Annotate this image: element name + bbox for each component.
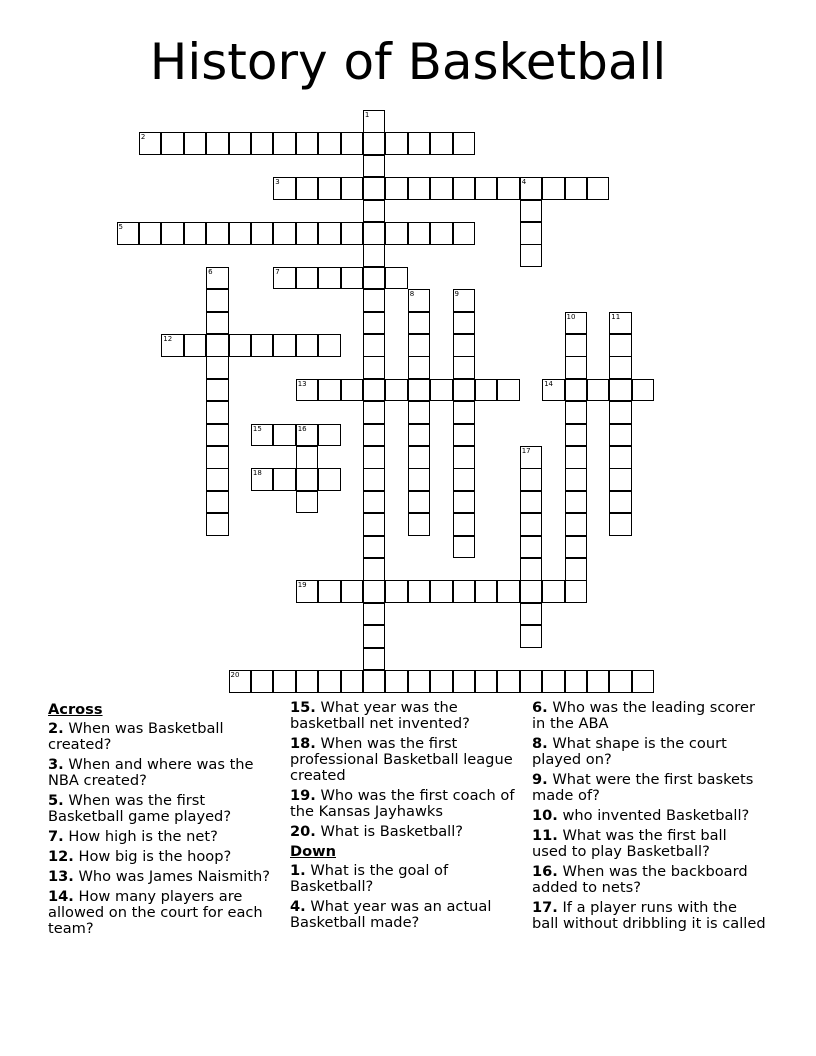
grid-cell[interactable] <box>296 334 319 357</box>
grid-cell[interactable] <box>363 379 386 402</box>
grid-cell[interactable] <box>251 222 274 245</box>
cell-number: 1 <box>364 111 370 119</box>
grid-cell[interactable] <box>475 177 498 200</box>
grid-cell[interactable] <box>542 670 565 693</box>
grid-cell[interactable] <box>609 468 632 491</box>
grid-cell[interactable] <box>363 536 386 559</box>
grid-cell[interactable] <box>453 289 476 312</box>
grid-cell[interactable] <box>341 670 364 693</box>
grid-cell[interactable] <box>251 670 274 693</box>
grid-cell[interactable] <box>408 222 431 245</box>
grid-cell[interactable] <box>609 491 632 514</box>
grid-cell[interactable] <box>520 558 543 581</box>
grid-cell[interactable] <box>229 222 252 245</box>
grid-cell[interactable] <box>453 468 476 491</box>
grid-cell[interactable] <box>609 312 632 335</box>
clue-across-7: 7. How high is the net? <box>48 828 218 845</box>
cell-number: 12 <box>163 335 173 343</box>
grid-cell[interactable] <box>273 334 296 357</box>
grid-cell[interactable] <box>385 267 408 290</box>
clue-down-8: 8. What shape is the court played on? <box>532 735 727 768</box>
across-heading: Across <box>48 701 103 718</box>
grid-cell[interactable] <box>453 379 476 402</box>
grid-cell[interactable] <box>184 334 207 357</box>
grid-cell[interactable] <box>161 334 184 357</box>
grid-cell[interactable] <box>139 222 162 245</box>
grid-cell[interactable] <box>273 670 296 693</box>
grid-cell[interactable] <box>565 177 588 200</box>
grid-cell[interactable] <box>363 468 386 491</box>
grid-cell[interactable] <box>139 132 162 155</box>
grid-cell[interactable] <box>206 401 229 424</box>
grid-cell[interactable] <box>117 222 140 245</box>
grid-cell[interactable] <box>497 379 520 402</box>
clue-across-2: 2. When was Basketball created? <box>48 720 224 753</box>
grid-cell[interactable] <box>363 356 386 379</box>
grid-cell[interactable] <box>565 424 588 447</box>
grid-cell[interactable] <box>363 670 386 693</box>
grid-cell[interactable] <box>609 356 632 379</box>
grid-cell[interactable] <box>565 401 588 424</box>
grid-cell[interactable] <box>453 312 476 335</box>
clue-across-3: 3. When and where was the NBA created? <box>48 756 254 789</box>
grid-cell[interactable] <box>296 491 319 514</box>
cell-number: 14 <box>544 379 554 388</box>
grid-cell[interactable] <box>341 267 364 290</box>
grid-cell[interactable] <box>206 356 229 379</box>
cell-number: 16 <box>297 424 307 433</box>
grid-cell[interactable] <box>565 356 588 379</box>
grid-cell[interactable] <box>363 580 386 603</box>
cell-number: 3 <box>275 178 280 187</box>
clues-column-2 <box>290 700 524 935</box>
grid-cell[interactable] <box>206 132 229 155</box>
grid-cell[interactable] <box>273 177 296 200</box>
clue-down-4: 4. What year was an actual Basketball made? <box>290 898 492 931</box>
grid-cell[interactable] <box>385 222 408 245</box>
grid-cell[interactable] <box>408 312 431 335</box>
grid-cell[interactable] <box>542 177 565 200</box>
grid-cell[interactable] <box>453 132 476 155</box>
grid-cell[interactable] <box>296 177 319 200</box>
grid-cell[interactable] <box>318 267 341 290</box>
cell-number: 20 <box>230 671 240 679</box>
grid-cell[interactable] <box>565 312 588 335</box>
grid-cell[interactable] <box>206 312 229 335</box>
grid-cell[interactable] <box>497 177 520 200</box>
grid-cell[interactable] <box>587 379 610 402</box>
grid-cell[interactable] <box>363 222 386 245</box>
clue-across-12: 12. How big is the hoop? <box>48 848 232 865</box>
grid-cell[interactable] <box>565 491 588 514</box>
grid-cell[interactable] <box>565 580 588 603</box>
grid-cell[interactable] <box>341 580 364 603</box>
grid-cell[interactable] <box>341 132 364 155</box>
grid-cell[interactable] <box>318 580 341 603</box>
cell-number: 7 <box>275 267 280 276</box>
grid-cell[interactable] <box>453 424 476 447</box>
grid-cell[interactable] <box>520 200 543 223</box>
cell-number: 17 <box>521 447 531 455</box>
clue-across-18: 18. When was the first professional Basketball league created <box>290 735 513 784</box>
grid-cell[interactable] <box>296 267 319 290</box>
grid-cell[interactable] <box>408 513 431 536</box>
grid-cell[interactable] <box>206 222 229 245</box>
grid-cell[interactable] <box>273 468 296 491</box>
grid-cell[interactable] <box>609 670 632 693</box>
grid-cell[interactable] <box>229 670 252 693</box>
puzzle-title: History of Basketball <box>149 33 667 91</box>
grid-cell[interactable] <box>520 670 543 693</box>
grid-cell[interactable] <box>206 334 229 357</box>
grid-cell[interactable] <box>453 580 476 603</box>
grid-cell[interactable] <box>318 132 341 155</box>
grid-cell[interactable] <box>161 132 184 155</box>
clue-across-20: 20. What is Basketball? <box>290 823 464 840</box>
grid-cell[interactable] <box>296 379 319 402</box>
grid-cell[interactable] <box>251 132 274 155</box>
grid-cell[interactable] <box>251 468 274 491</box>
clue-down-6: 6. Who was the leading scorer in the ABA <box>532 699 755 732</box>
grid-cell[interactable] <box>408 334 431 357</box>
clue-across-19: 19. Who was the first coach of the Kansas Jayhawks <box>290 787 515 820</box>
grid-cell[interactable] <box>206 424 229 447</box>
cell-number: 6 <box>208 267 213 276</box>
grid-cell[interactable] <box>184 222 207 245</box>
grid-cell[interactable] <box>341 379 364 402</box>
grid-cell[interactable] <box>363 289 386 312</box>
grid-cell[interactable] <box>385 580 408 603</box>
grid-cell[interactable] <box>453 513 476 536</box>
grid-cell[interactable] <box>497 670 520 693</box>
grid-cell[interactable] <box>408 356 431 379</box>
grid-cell[interactable] <box>520 468 543 491</box>
grid-cell[interactable] <box>229 132 252 155</box>
grid-cell[interactable] <box>453 334 476 357</box>
grid-cell[interactable] <box>363 244 386 267</box>
grid-cell[interactable] <box>363 110 386 133</box>
grid-cell[interactable] <box>385 132 408 155</box>
grid-cell[interactable] <box>587 177 610 200</box>
grid-cell[interactable] <box>206 513 229 536</box>
cell-number: 2 <box>140 133 146 142</box>
cell-number: 5 <box>118 223 123 231</box>
grid-cell[interactable] <box>408 491 431 514</box>
grid-cell[interactable] <box>453 356 476 379</box>
clue-across-14: 14. How many players are allowed on the court for each team? <box>48 888 263 937</box>
grid-cell[interactable] <box>430 670 453 693</box>
grid-cell[interactable] <box>408 670 431 693</box>
grid-cell[interactable] <box>363 312 386 335</box>
grid-cell[interactable] <box>520 222 543 245</box>
grid-cell[interactable] <box>408 424 431 447</box>
grid-cell[interactable] <box>609 446 632 469</box>
cell-number: 19 <box>297 581 307 590</box>
clue-down-11: 11. What was the first ball used to play Basketball? <box>532 827 727 860</box>
grid-cell[interactable] <box>453 222 476 245</box>
grid-cell[interactable] <box>363 155 386 178</box>
grid-cell[interactable] <box>363 625 386 648</box>
grid-cell[interactable] <box>363 648 386 671</box>
clue-down-16: 16. When was the backboard added to nets? <box>532 863 748 896</box>
grid-cell[interactable] <box>363 603 386 626</box>
grid-cell[interactable] <box>273 267 296 290</box>
grid-cell[interactable] <box>363 491 386 514</box>
grid-cell[interactable] <box>296 222 319 245</box>
grid-cell[interactable] <box>318 379 341 402</box>
grid-cell[interactable] <box>609 513 632 536</box>
grid-cell[interactable] <box>520 580 543 603</box>
clue-down-17: 17. If a player runs with the ball without dribbling it is called <box>532 899 766 932</box>
grid-cell[interactable] <box>296 132 319 155</box>
grid-cell[interactable] <box>609 334 632 357</box>
grid-cell[interactable] <box>408 289 431 312</box>
grid-cell[interactable] <box>408 132 431 155</box>
grid-cell[interactable] <box>408 177 431 200</box>
grid-cell[interactable] <box>520 536 543 559</box>
grid-cell[interactable] <box>565 513 588 536</box>
grid-cell[interactable] <box>587 670 610 693</box>
grid-cell[interactable] <box>363 513 386 536</box>
grid-cell[interactable] <box>609 401 632 424</box>
grid-cell[interactable] <box>565 379 588 402</box>
grid-cell[interactable] <box>430 379 453 402</box>
cell-number: 10 <box>566 312 576 321</box>
grid-cell[interactable] <box>206 468 229 491</box>
grid-cell[interactable] <box>363 401 386 424</box>
clue-down-10: 10. who invented Basketball? <box>532 807 750 824</box>
grid-cell[interactable] <box>520 603 543 626</box>
grid-cell[interactable] <box>341 177 364 200</box>
grid-cell[interactable] <box>363 424 386 447</box>
clues-column-1 <box>48 700 282 941</box>
grid-cell[interactable] <box>565 536 588 559</box>
grid-cell[interactable] <box>363 558 386 581</box>
grid-cell[interactable] <box>363 132 386 155</box>
grid-cell[interactable] <box>363 334 386 357</box>
grid-cell[interactable] <box>520 513 543 536</box>
cell-number: 9 <box>454 290 459 299</box>
grid-cell[interactable] <box>363 446 386 469</box>
grid-cell[interactable] <box>296 580 319 603</box>
grid-cell[interactable] <box>206 379 229 402</box>
clue-down-1: 1. What is the goal of Basketball? <box>290 862 449 895</box>
grid-cell[interactable] <box>206 289 229 312</box>
cell-number: 15 <box>252 424 262 433</box>
grid-cell[interactable] <box>206 491 229 514</box>
grid-cell[interactable] <box>408 468 431 491</box>
cell-number: 11 <box>611 312 621 321</box>
grid-cell[interactable] <box>632 670 655 693</box>
grid-cell[interactable] <box>296 446 319 469</box>
grid-cell[interactable] <box>565 558 588 581</box>
grid-cell[interactable] <box>385 379 408 402</box>
clue-across-5: 5. When was the first Basketball game played? <box>48 792 232 825</box>
grid-cell[interactable] <box>453 670 476 693</box>
grid-cell[interactable] <box>408 446 431 469</box>
grid-cell[interactable] <box>565 468 588 491</box>
grid-cell[interactable] <box>363 267 386 290</box>
grid-cell[interactable] <box>520 244 543 267</box>
cell-number: 8 <box>409 290 415 299</box>
clue-down-9: 9. What were the first baskets made of? <box>532 771 754 804</box>
grid-cell[interactable] <box>453 536 476 559</box>
grid-cell[interactable] <box>520 491 543 514</box>
down-heading: Down <box>290 843 337 860</box>
grid-cell[interactable] <box>273 222 296 245</box>
grid-cell[interactable] <box>542 379 565 402</box>
grid-cell[interactable] <box>341 222 364 245</box>
grid-cell[interactable] <box>206 446 229 469</box>
grid-cell[interactable] <box>273 424 296 447</box>
grid-cell[interactable] <box>632 379 655 402</box>
grid-cell[interactable] <box>318 177 341 200</box>
grid-cell[interactable] <box>520 177 543 200</box>
grid-cell[interactable] <box>497 580 520 603</box>
grid-cell[interactable] <box>273 132 296 155</box>
grid-cell[interactable] <box>251 334 274 357</box>
grid-cell[interactable] <box>453 446 476 469</box>
grid-cell[interactable] <box>363 200 386 223</box>
grid-cell[interactable] <box>520 446 543 469</box>
grid-cell[interactable] <box>565 670 588 693</box>
grid-cell[interactable] <box>520 625 543 648</box>
grid-cell[interactable] <box>296 468 319 491</box>
grid-cell[interactable] <box>318 222 341 245</box>
clue-across-15: 15. What year was the basketball net invented? <box>290 699 470 732</box>
grid-cell[interactable] <box>318 468 341 491</box>
grid-cell[interactable] <box>609 379 632 402</box>
grid-cell[interactable] <box>542 580 565 603</box>
grid-cell[interactable] <box>318 334 341 357</box>
grid-cell[interactable] <box>430 580 453 603</box>
grid-cell[interactable] <box>363 177 386 200</box>
grid-cell[interactable] <box>475 670 498 693</box>
grid-cell[interactable] <box>385 670 408 693</box>
grid-cell[interactable] <box>296 424 319 447</box>
grid-cell[interactable] <box>318 670 341 693</box>
grid-cell[interactable] <box>184 132 207 155</box>
grid-cell[interactable] <box>161 222 184 245</box>
grid-cell[interactable] <box>475 379 498 402</box>
grid-cell[interactable] <box>430 177 453 200</box>
clue-across-13: 13. Who was James Naismith? <box>48 868 271 885</box>
grid-cell[interactable] <box>385 177 408 200</box>
grid-cell[interactable] <box>408 379 431 402</box>
grid-cell[interactable] <box>430 132 453 155</box>
grid-cell[interactable] <box>565 334 588 357</box>
grid-cell[interactable] <box>475 580 498 603</box>
cell-number: 18 <box>252 469 262 478</box>
grid-cell[interactable] <box>609 424 632 447</box>
clues-column-3 <box>532 700 766 936</box>
grid-cell[interactable] <box>565 446 588 469</box>
grid-cell[interactable] <box>453 401 476 424</box>
grid-cell[interactable] <box>408 401 431 424</box>
grid-cell[interactable] <box>229 334 252 357</box>
grid-cell[interactable] <box>206 267 229 290</box>
cell-number: 4 <box>521 178 527 187</box>
grid-cell[interactable] <box>453 177 476 200</box>
grid-cell[interactable] <box>296 670 319 693</box>
grid-cell[interactable] <box>318 424 341 447</box>
grid-cell[interactable] <box>251 424 274 447</box>
grid-cell[interactable] <box>430 222 453 245</box>
grid-cell[interactable] <box>408 580 431 603</box>
grid-cell[interactable] <box>453 491 476 514</box>
cell-number: 13 <box>297 379 307 388</box>
